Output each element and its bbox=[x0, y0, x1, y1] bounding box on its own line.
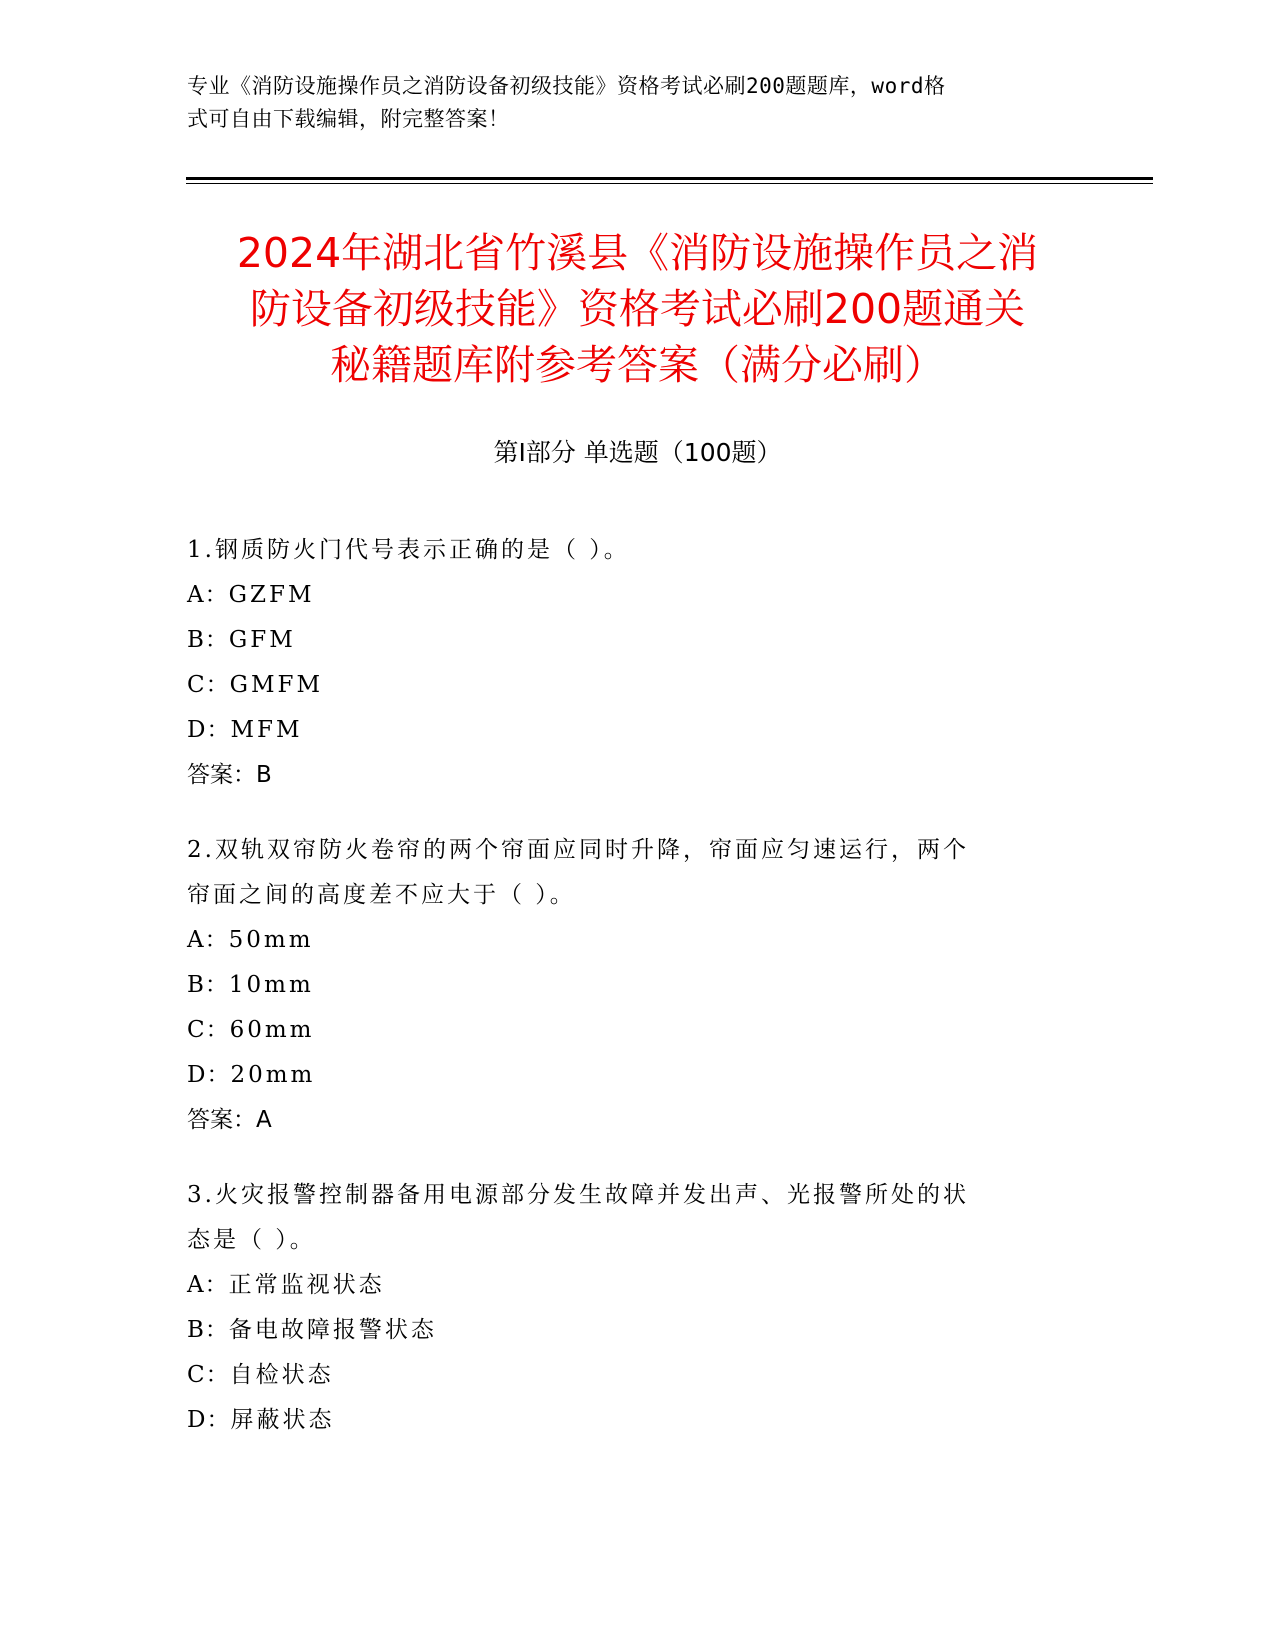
option-key: D： bbox=[187, 1062, 231, 1088]
option-key: B： bbox=[187, 972, 229, 998]
option-b bbox=[187, 963, 1067, 1008]
question-stem-line: 1.钢质防火门代号表示正确的是（ ）。 bbox=[187, 537, 630, 563]
header-divider-thin bbox=[186, 183, 1153, 184]
option-text: 50mm bbox=[228, 927, 314, 953]
answer-label: 答案：B bbox=[187, 762, 272, 788]
question-item bbox=[187, 828, 1067, 1143]
option-a bbox=[187, 918, 1067, 963]
option-key: C： bbox=[187, 1362, 230, 1388]
option-key: B： bbox=[187, 627, 229, 653]
option-c bbox=[187, 663, 1067, 708]
option-key: B： bbox=[187, 1317, 229, 1343]
header-divider-thick bbox=[186, 177, 1153, 180]
header-note-line: 式可自由下载编辑，附完整答案！ bbox=[187, 107, 510, 131]
option-text: 60mm bbox=[229, 1017, 315, 1043]
option-text: 自检状态 bbox=[229, 1362, 334, 1388]
option-b bbox=[187, 618, 1067, 663]
answer-label: 答案：A bbox=[187, 1107, 272, 1133]
option-text: GFM bbox=[228, 627, 296, 653]
option-key: A： bbox=[187, 582, 229, 608]
question-stem-line: 态是（ ）。 bbox=[187, 1227, 316, 1253]
document-title-line: 2024年湖北省竹溪县《消防设施操作员之消 bbox=[236, 229, 1039, 277]
question-stem-line: 帘面之间的高度差不应大于（ ）。 bbox=[187, 882, 576, 908]
option-d bbox=[187, 1053, 1067, 1098]
document-title bbox=[150, 225, 1125, 393]
option-d bbox=[187, 708, 1067, 753]
option-text: 屏蔽状态 bbox=[230, 1407, 335, 1433]
option-b bbox=[187, 1308, 1067, 1353]
option-key: C： bbox=[187, 1017, 230, 1043]
question-stem-line: 2.双轨双帘防火卷帘的两个帘面应同时升降，帘面应匀速运行，两个 bbox=[187, 837, 969, 863]
option-text: 10mm bbox=[228, 972, 314, 998]
option-key: C： bbox=[187, 672, 230, 698]
option-a bbox=[187, 573, 1067, 618]
option-text: 备电故障报警状态 bbox=[228, 1317, 437, 1343]
option-text: MFM bbox=[230, 717, 303, 743]
option-text: 20mm bbox=[230, 1062, 316, 1088]
question-stem bbox=[187, 528, 1067, 573]
option-a bbox=[187, 1263, 1067, 1308]
option-text: GMFM bbox=[229, 672, 324, 698]
question-list bbox=[187, 528, 1067, 1473]
option-key: D： bbox=[187, 1407, 231, 1433]
option-key: D： bbox=[187, 717, 231, 743]
section-heading: 第Ⅰ部分 单选题（100题） bbox=[493, 438, 782, 467]
document-title-line: 秘籍题库附参考答案（满分必刷） bbox=[330, 341, 945, 389]
header-note bbox=[187, 70, 1087, 136]
question-item bbox=[187, 528, 1067, 798]
option-text: 正常监视状态 bbox=[228, 1272, 385, 1298]
option-c bbox=[187, 1353, 1067, 1398]
question-stem bbox=[187, 1173, 1067, 1263]
option-key: A： bbox=[187, 1272, 229, 1298]
option-key: A： bbox=[187, 927, 229, 953]
question-stem bbox=[187, 828, 1067, 918]
question-item bbox=[187, 1173, 1067, 1443]
header-note-line: 专业《消防设施操作员之消防设备初级技能》资格考试必刷200题题库，word格 bbox=[187, 74, 946, 98]
option-text: GZFM bbox=[228, 582, 315, 608]
option-d bbox=[187, 1398, 1067, 1443]
option-c bbox=[187, 1008, 1067, 1053]
question-stem-line: 3.火灾报警控制器备用电源部分发生故障并发出声、光报警所处的状 bbox=[187, 1182, 969, 1208]
document-title-line: 防设备初级技能》资格考试必刷200题通关 bbox=[249, 285, 1026, 333]
